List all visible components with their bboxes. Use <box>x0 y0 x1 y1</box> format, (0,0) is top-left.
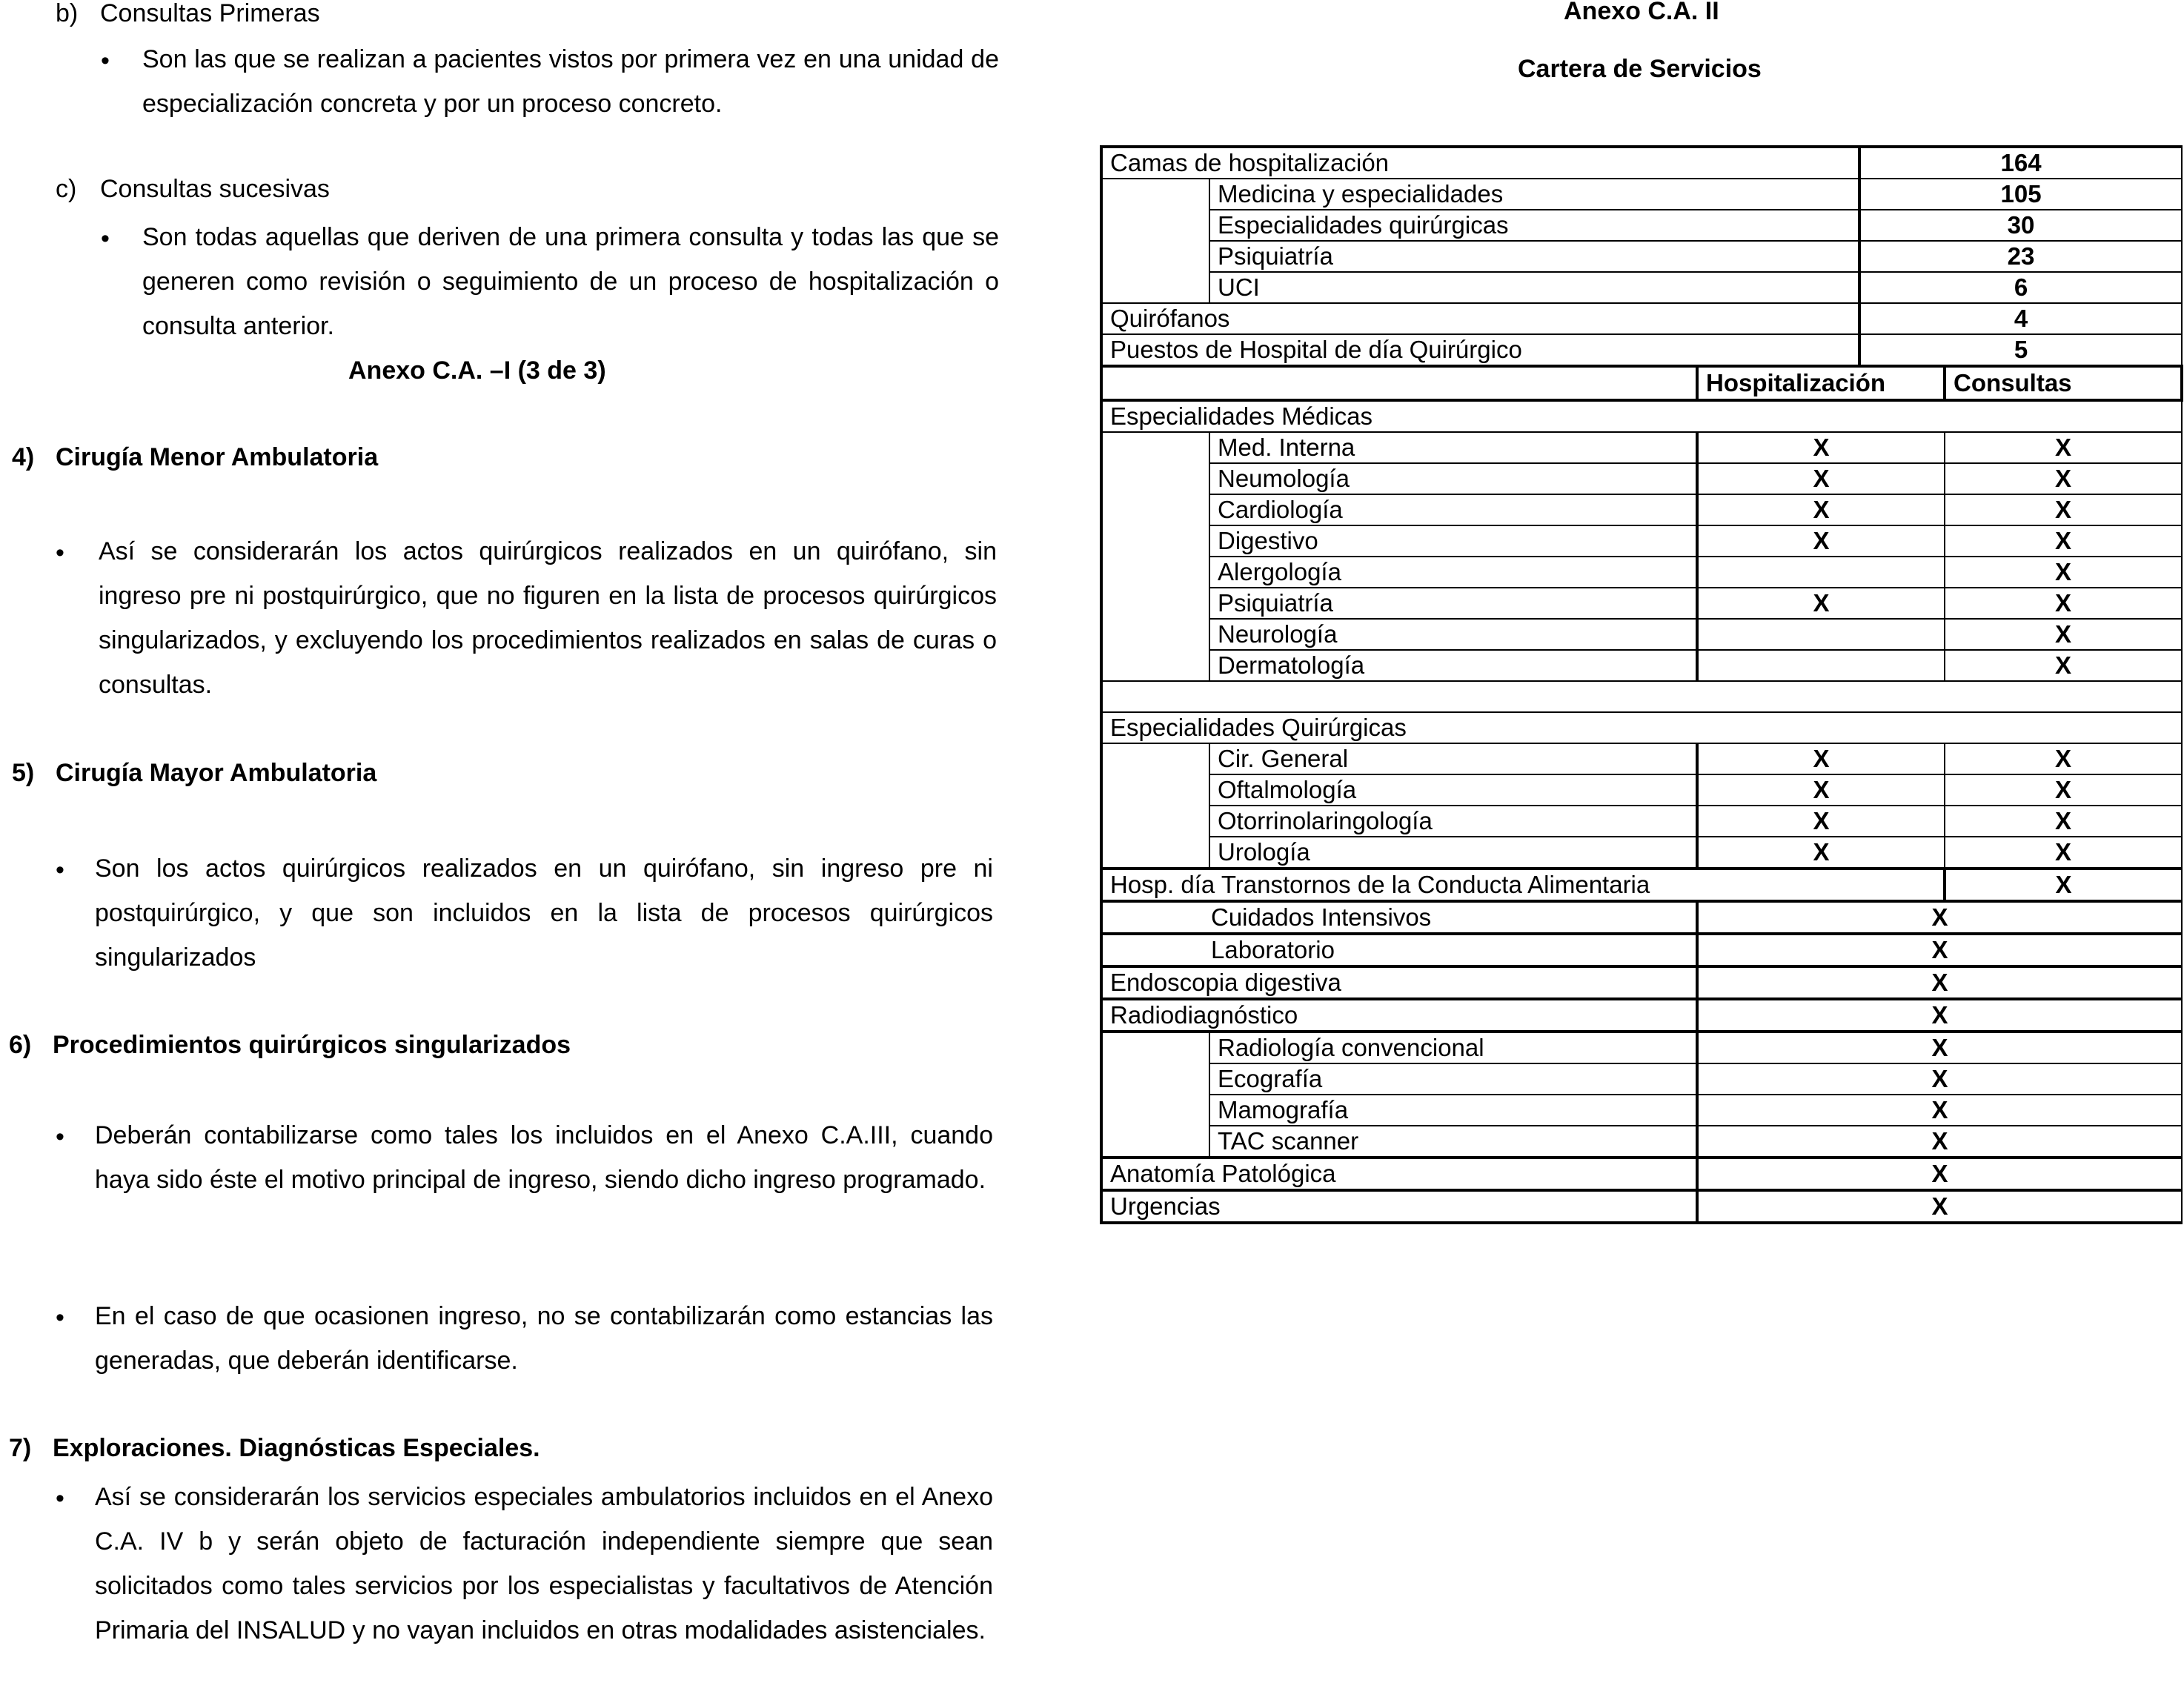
camas-item-value: 30 <box>1859 210 2182 241</box>
table-row <box>1101 1063 2182 1095</box>
hosp-mark: X <box>1697 432 1945 463</box>
cuidados-label: Cuidados Intensivos <box>1101 901 1697 934</box>
puestos-value: 5 <box>1859 334 2182 366</box>
section-5-number: 5) <box>12 759 35 787</box>
table-row <box>1101 147 2182 179</box>
table-row <box>1101 999 2182 1032</box>
table-row <box>1101 743 2182 774</box>
item-c-title: Consultas sucesivas <box>100 175 330 203</box>
hosp-mark: X <box>1697 463 1945 494</box>
section-6-title: Procedimientos quirúrgicos singularizados <box>53 1031 571 1059</box>
cons-mark: X <box>1945 432 2182 463</box>
quirofanos-label: Quirófanos <box>1101 303 1859 334</box>
anatomia-label: Anatomía Patológica <box>1101 1158 1697 1190</box>
section-4-text: Así se considerarán los actos quirúrgicos realizados en un quirófano, sin ingreso pre ni postquirúrgico, que no figuren en la lista de procesos quirúrgicos singularizados, y excluyendo los procedimientos realizados en salas de curas o consultas. <box>99 537 997 699</box>
merged-mark: X <box>1697 1095 2182 1126</box>
table-row <box>1101 494 2182 525</box>
radio-label: Radiodiagnóstico <box>1101 999 1697 1032</box>
column-hospitalizacion: Hospitalización <box>1697 366 1945 400</box>
hosp-mark: X <box>1697 588 1945 619</box>
table-row <box>1101 432 2182 463</box>
hosp-mark: X <box>1697 494 1945 525</box>
table-row <box>1101 557 2182 588</box>
table-row <box>1101 1190 2182 1223</box>
hosp-mark: X <box>1697 774 1945 806</box>
merged-mark: X <box>1697 1190 2182 1223</box>
cons-mark: X <box>1945 619 2182 650</box>
radio-item-label: Ecografía <box>1209 1063 1697 1095</box>
table-row <box>1101 806 2182 837</box>
merged-mark: X <box>1697 966 2182 999</box>
camas-item-value: 105 <box>1859 179 2182 210</box>
cons-mark: X <box>1945 557 2182 588</box>
table-row <box>1101 525 2182 557</box>
item-b-label: b) <box>56 0 79 27</box>
annex-subtitle: Cartera de Servicios <box>1518 55 1762 83</box>
table-row <box>1101 869 2182 901</box>
section-6-text-1: Deberán contabilizarse como tales los incluidos en el Anexo C.A.III, cuando haya sido éste el motivo principal de ingreso, siendo dicho ingreso programado. <box>95 1121 993 1194</box>
table-row <box>1101 774 2182 806</box>
bullet-icon: • <box>56 1304 64 1332</box>
cons-mark: X <box>1945 837 2182 869</box>
esp-quirurgicas-label: Especialidades Quirúrgicas <box>1101 712 2182 743</box>
bullet-icon: • <box>101 47 110 75</box>
hosp-mark <box>1697 650 1945 681</box>
camas-item-label: Psiquiatría <box>1209 241 1859 272</box>
table-row <box>1101 179 2182 210</box>
table-row <box>1101 241 2182 272</box>
specialty-name: Alergología <box>1209 557 1697 588</box>
quirofanos-value: 4 <box>1859 303 2182 334</box>
table-row <box>1101 650 2182 681</box>
section-5-text: Son los actos quirúrgicos realizados en un quirófano, sin ingreso pre ni postquirúrgico, y que son incluidos en la lista de procesos quirúrgicos singularizados <box>95 854 993 972</box>
table-row <box>1101 901 2182 934</box>
bullet-icon: • <box>56 1484 64 1513</box>
cons-mark: X <box>1945 525 2182 557</box>
bullet-icon: • <box>56 856 64 884</box>
hosp-dia-label: Hosp. día Transtornos de la Conducta Alimentaria <box>1101 869 1945 901</box>
cons-mark: X <box>1945 494 2182 525</box>
item-c-label: c) <box>56 175 77 203</box>
laboratorio-label: Laboratorio <box>1101 934 1697 966</box>
spacer-row <box>1101 681 2182 712</box>
table-row <box>1101 619 2182 650</box>
cons-mark: X <box>1945 869 2182 901</box>
cons-mark: X <box>1945 588 2182 619</box>
radio-item-label: Mamografía <box>1209 1095 1697 1126</box>
camas-item-value: 23 <box>1859 241 2182 272</box>
camas-value: 164 <box>1859 147 2182 179</box>
merged-mark: X <box>1697 1032 2182 1063</box>
cons-mark: X <box>1945 806 2182 837</box>
table-row <box>1101 272 2182 303</box>
cons-mark: X <box>1945 463 2182 494</box>
item-b-text: Son las que se realizan a pacientes vistos por primera vez en una unidad de especialización concreta y por un proceso concreto. <box>142 45 999 118</box>
camas-item-label: Especialidades quirúrgicas <box>1209 210 1859 241</box>
table-row <box>1101 400 2182 432</box>
camas-item-value: 6 <box>1859 272 2182 303</box>
specialty-name: Neurología <box>1209 619 1697 650</box>
hosp-mark: X <box>1697 806 1945 837</box>
specialty-name: Oftalmología <box>1209 774 1697 806</box>
table-row <box>1101 1158 2182 1190</box>
services-table <box>1100 145 2183 1224</box>
section-7-number: 7) <box>9 1434 32 1462</box>
table-row <box>1101 1032 2182 1063</box>
specialty-name: Neumología <box>1209 463 1697 494</box>
puestos-label: Puestos de Hospital de día Quirúrgico <box>1101 334 1859 366</box>
hosp-mark: X <box>1697 837 1945 869</box>
esp-medicas-label: Especialidades Médicas <box>1101 400 2182 432</box>
specialty-name: Otorrinolaringología <box>1209 806 1697 837</box>
section-6-number: 6) <box>9 1031 32 1059</box>
camas-item-label: UCI <box>1209 272 1859 303</box>
table-row <box>1101 712 2182 743</box>
specialty-name: Psiquiatría <box>1209 588 1697 619</box>
hosp-mark: X <box>1697 525 1945 557</box>
cons-mark: X <box>1945 650 2182 681</box>
cons-mark: X <box>1945 743 2182 774</box>
table-row <box>1101 1095 2182 1126</box>
merged-mark: X <box>1697 934 2182 966</box>
table-row <box>1101 588 2182 619</box>
table-row <box>1101 837 2182 869</box>
specialty-name: Urología <box>1209 837 1697 869</box>
column-consultas: Consultas <box>1945 366 2182 400</box>
bullet-icon: • <box>56 1123 64 1151</box>
specialty-name: Digestivo <box>1209 525 1697 557</box>
radio-item-label: TAC scanner <box>1209 1126 1697 1158</box>
merged-mark: X <box>1697 1063 2182 1095</box>
annex-reference: Anexo C.A. –I (3 de 3) <box>348 356 606 385</box>
table-row <box>1101 934 2182 966</box>
left-column <box>0 0 1015 1683</box>
radio-item-label: Radiología convencional <box>1209 1032 1697 1063</box>
specialty-name: Med. Interna <box>1209 432 1697 463</box>
item-b-title: Consultas Primeras <box>100 0 320 27</box>
table-row <box>1101 463 2182 494</box>
urgencias-label: Urgencias <box>1101 1190 1697 1223</box>
specialty-name: Cardiología <box>1209 494 1697 525</box>
table-header-row <box>1101 366 2182 400</box>
specialty-name: Dermatología <box>1209 650 1697 681</box>
merged-mark: X <box>1697 1126 2182 1158</box>
annex-title: Anexo C.A. II <box>1564 0 1719 25</box>
bullet-icon: • <box>101 225 110 253</box>
hosp-mark: X <box>1697 743 1945 774</box>
hosp-mark <box>1697 619 1945 650</box>
camas-label: Camas de hospitalización <box>1101 147 1859 179</box>
section-6-text-2: En el caso de que ocasionen ingreso, no se contabilizarán como estancias las generadas, que deberán identificarse. <box>95 1302 993 1375</box>
merged-mark: X <box>1697 901 2182 934</box>
table-row <box>1101 966 2182 999</box>
endoscopia-label: Endoscopia digestiva <box>1101 966 1697 999</box>
section-7-text: Así se considerarán los servicios especiales ambulatorios incluidos en el Anexo C.A. IV b y serán objeto de facturación independiente siempre que sean solicitados como tales servicios por los especialistas y facultativos de Atención Primaria del INSALUD y no vayan incluidos en otras modalidades asistenciales. <box>95 1483 993 1644</box>
section-7-title: Exploraciones. Diagnósticas Especiales. <box>53 1434 540 1462</box>
specialty-name: Cir. General <box>1209 743 1697 774</box>
merged-mark: X <box>1697 999 2182 1032</box>
merged-mark: X <box>1697 1158 2182 1190</box>
section-4-number: 4) <box>12 443 35 471</box>
item-c-text: Son todas aquellas que deriven de una primera consulta y todas las que se generen como revisión o seguimiento de un proceso de hospitalización o consulta anterior. <box>142 223 999 340</box>
table-row <box>1101 303 2182 334</box>
cons-mark: X <box>1945 774 2182 806</box>
section-5-title: Cirugía Mayor Ambulatoria <box>56 759 377 787</box>
section-4-title: Cirugía Menor Ambulatoria <box>56 443 379 471</box>
hosp-mark <box>1697 557 1945 588</box>
table-row <box>1101 334 2182 366</box>
table-row <box>1101 1126 2182 1158</box>
table-row <box>1101 210 2182 241</box>
bullet-icon: • <box>56 539 64 567</box>
camas-item-label: Medicina y especialidades <box>1209 179 1859 210</box>
